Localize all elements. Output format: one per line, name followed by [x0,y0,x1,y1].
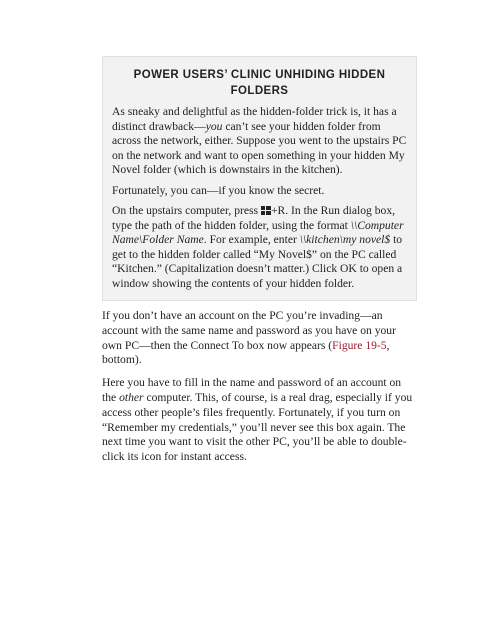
text-run: to get to the hidden folder called “My Novel$” on the PC called “Kitchen.” (Capitalization doesn’t matter.) Click OK to open a window showing the contents of your hidden folder. [112,233,403,290]
windows-logo-icon [261,206,271,215]
text-run: computer. This, of course, is a real drag, especially if you access other people’s files frequently. Fortunately, if you turn on “Remember my credentials,” you’ll never see this box again. The next time you want to visit the other PC, you’ll be able to double-click its icon for instant access. [102,390,413,464]
sidebar-title-line2: FOLDERS [230,85,289,97]
sidebar-paragraph-2: Fortunately, you can—if you know the secret. [112,183,325,197]
text-run: . In the Run dialog box, type the path of the hidden folder, using the format [112,204,396,232]
text-run: On the upstairs computer, press [112,204,261,217]
text-run: As sneaky and delightful as the hidden-folder trick is, it has a distinct drawback— [112,105,397,133]
sidebar-paragraph-3 [112,204,407,291]
sidebar-paragraph-1 [112,105,407,178]
text-run: . For example, enter [203,233,300,246]
sidebar-box [102,56,417,301]
text-run: Here you have to fill in the name and password of an account on the [102,376,402,404]
emphasis: you [205,119,223,133]
text-run: If you don’t have an account on the PC you’re invading—an account with the same name and password as you have on your own PC—then the Connect To box now appears ( [102,309,396,352]
figure-link[interactable]: Figure 19-5 [332,338,387,352]
body-text [102,309,418,473]
body-paragraph-1 [102,309,418,368]
text-run: can’t see your hidden folder from across the network, either. Suppose you went to the upstairs PC on the network and want to open something in your hidden My Novel folder (which is downstairs in the kitchen). [112,119,407,176]
emphasis: \\Computer Name\Folder Name [112,218,404,246]
key-combo: +R [270,204,286,217]
emphasis: other [119,390,144,404]
text-run: , bottom). [102,338,390,367]
sidebar-title-line1: POWER USERS’ CLINIC UNHIDING HIDDEN [133,69,386,81]
sidebar-title [112,67,407,99]
emphasis: \\kitchen\my novel$ [299,233,391,246]
body-paragraph-2 [102,376,418,465]
